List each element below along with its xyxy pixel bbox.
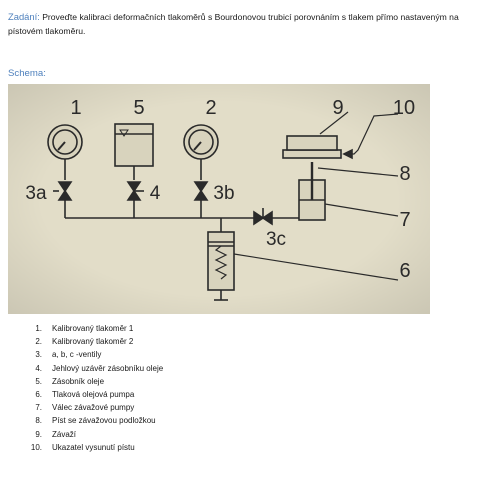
legend-item: 9. Závaží [35,429,77,439]
legend-item: 4. Jehlový uzávěr zásobníku oleje [35,363,164,373]
label-3b: 3b [213,183,235,204]
legend-item: 1. Kalibrovaný tlakoměr 1 [35,324,134,333]
legend-item: 10. Ukazatel vysunutí pístu [30,442,135,452]
legend-item: 3. a, b, c -ventily [35,350,102,360]
component-legend [22,322,163,454]
label-3c: 3c [265,229,287,250]
label-3a: 3a [25,183,47,204]
legend-item: 8. Píst se závažovou podložkou [35,416,156,426]
label-2: 2 [205,97,217,119]
label-5: 5 [133,97,145,119]
label-8: 8 [399,163,411,185]
hydraulic-schematic [8,84,430,314]
schematic-figure [8,84,430,314]
label-1: 1 [70,97,82,119]
label-7: 7 [399,209,411,231]
legend-item: 5. Zásobník oleje [35,376,105,386]
legend-item: 2. Kalibrovaný tlakoměr 2 [35,337,134,347]
legend-item: 7. Válec závažové pumpy [35,403,135,413]
task-description [8,10,488,38]
label-6: 6 [399,260,411,282]
task-label: Zadání: [8,11,40,22]
label-10: 10 [392,97,416,119]
schema-label: Schema: [8,68,46,79]
legend-item: 6. Tlaková olejová pumpa [35,390,135,400]
task-text: Proveďte kalibraci deformačních tlakoměrů s Bourdonovou trubicí porovnáním s tlakem přímo nastaveným na pístovém tlakoměru. [8,12,459,36]
label-4: 4 [149,183,161,204]
label-9: 9 [332,97,344,119]
